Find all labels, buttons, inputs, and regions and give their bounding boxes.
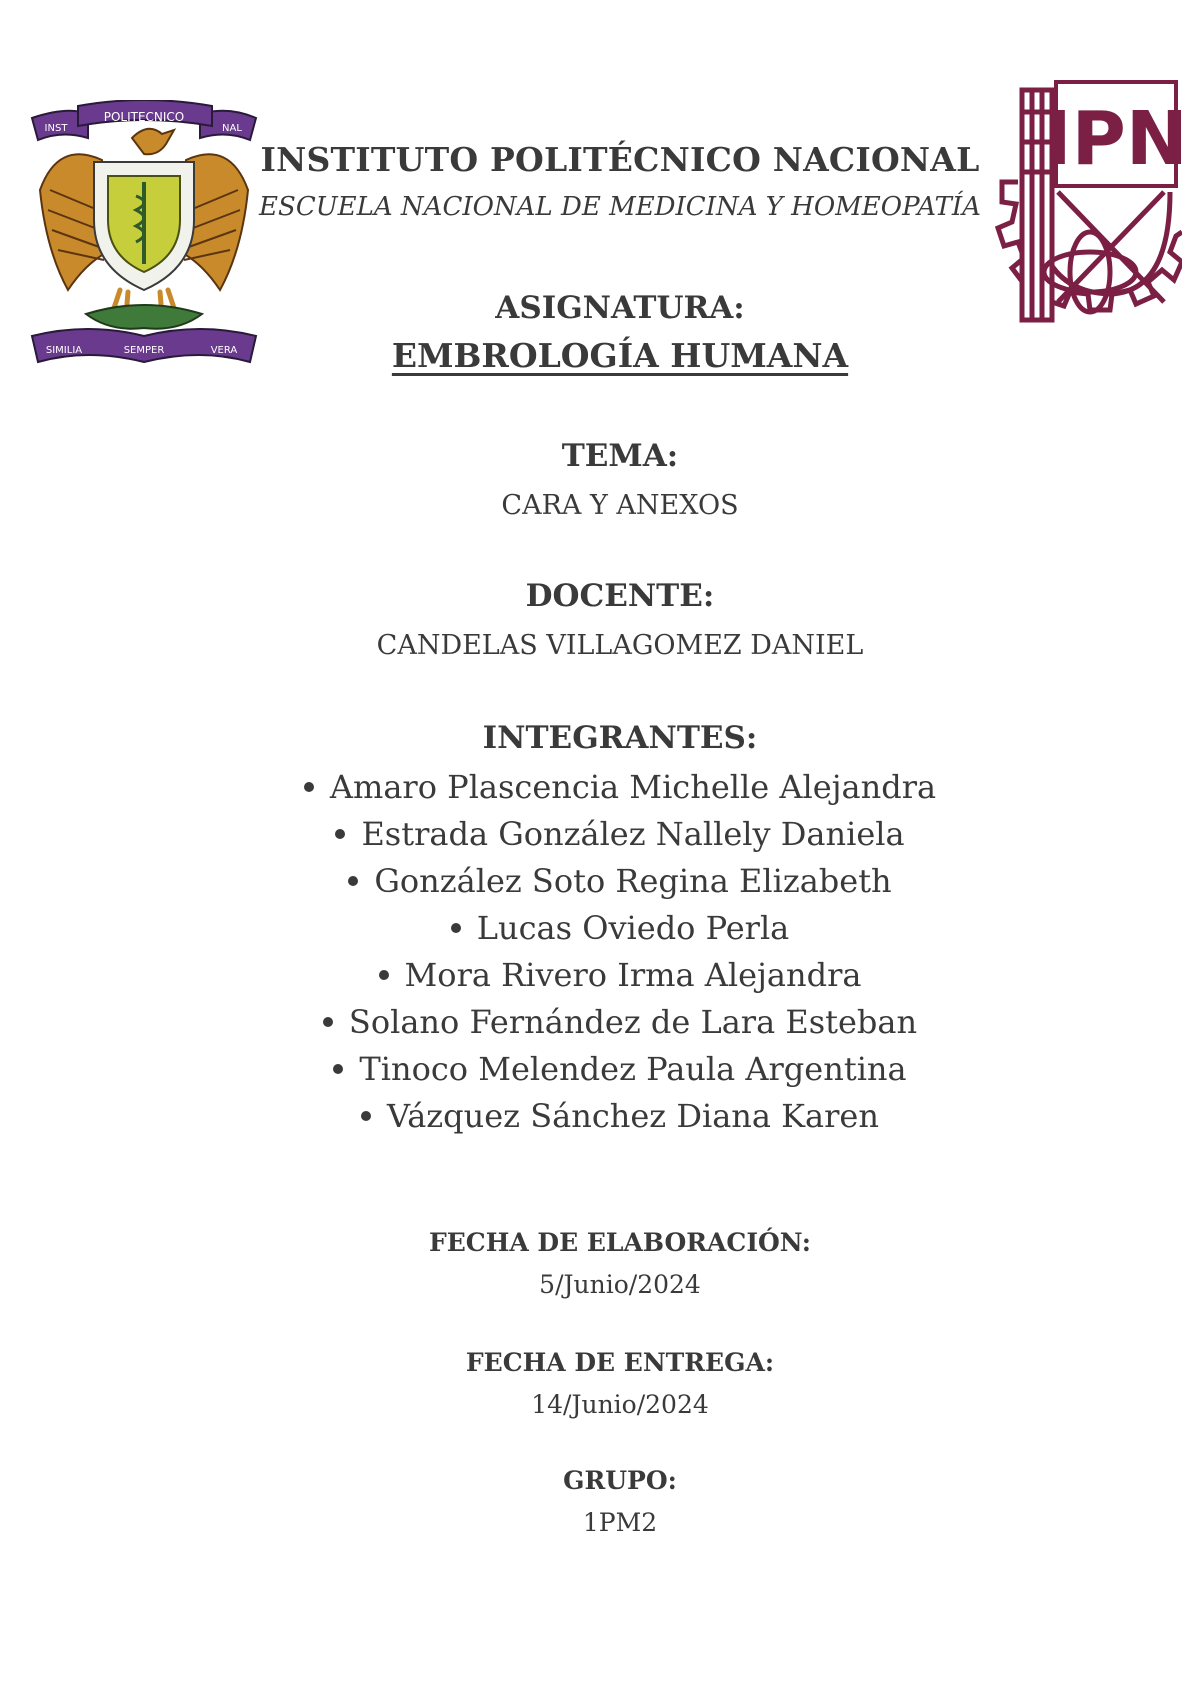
- member-name: Amaro Plascencia Michelle Alejandra: [329, 768, 937, 806]
- list-item: [0, 999, 1200, 1046]
- motto-word-3: VERA: [210, 345, 238, 356]
- members-list: [0, 764, 1200, 1140]
- bullet-icon: [335, 829, 345, 839]
- member-name: Solano Fernández de Lara Esteban: [348, 1003, 918, 1041]
- bullet-icon: [379, 970, 389, 980]
- bullet-icon: [348, 876, 358, 886]
- teacher-value: CANDELAS VILLAGOMEZ DANIEL: [376, 630, 864, 661]
- school-subtitle: ESCUELA NACIONAL DE MEDICINA Y HOMEOPATÍA: [259, 192, 981, 222]
- bullet-icon: [304, 782, 314, 792]
- list-item: [0, 1093, 1200, 1140]
- member-name: Vázquez Sánchez Diana Karen: [387, 1097, 879, 1135]
- delivery-date-value: 14/Junio/2024: [531, 1390, 709, 1419]
- member-name: Lucas Oviedo Perla: [476, 909, 790, 947]
- members-label: INTEGRANTES:: [482, 720, 758, 756]
- motto-word-2: SEMPER: [123, 345, 165, 356]
- elaboration-date-label: FECHA DE ELABORACIÓN:: [429, 1228, 811, 1257]
- member-name: González Soto Regina Elizabeth: [374, 862, 892, 900]
- list-item: [0, 905, 1200, 952]
- member-name: Tinoco Melendez Paula Argentina: [359, 1050, 907, 1088]
- ipn-text: IPN: [1044, 96, 1182, 182]
- institution-title: INSTITUTO POLITÉCNICO NACIONAL: [260, 140, 980, 179]
- member-name: Estrada González Nallely Daniela: [361, 815, 905, 853]
- bullet-icon: [333, 1064, 343, 1074]
- bullet-icon: [323, 1017, 333, 1027]
- motto-word-1: SIMILIA: [45, 345, 83, 356]
- topic-label: TEMA:: [561, 438, 679, 474]
- subject-label: ASIGNATURA:: [495, 290, 745, 326]
- bullet-icon: [451, 923, 461, 933]
- subject-value: EMBROLOGÍA HUMANA: [391, 336, 849, 375]
- list-item: [0, 858, 1200, 905]
- delivery-date-label: FECHA DE ENTREGA:: [465, 1348, 775, 1377]
- logo-text-top: POLITECNICO: [103, 110, 185, 124]
- list-item: [0, 1046, 1200, 1093]
- topic-value: CARA Y ANEXOS: [501, 490, 739, 521]
- logo-text-nal: NAL: [222, 123, 242, 134]
- bullet-icon: [361, 1111, 371, 1121]
- member-name: Mora Rivero Irma Alejandra: [404, 956, 862, 994]
- logo-text-inst: INST: [44, 123, 68, 134]
- list-item: [0, 952, 1200, 999]
- group-value: 1PM2: [582, 1508, 658, 1537]
- list-item: [0, 764, 1200, 811]
- group-label: GRUPO:: [563, 1466, 677, 1495]
- teacher-label: DOCENTE:: [525, 578, 715, 614]
- list-item: [0, 811, 1200, 858]
- elaboration-date-value: 5/Junio/2024: [539, 1270, 701, 1299]
